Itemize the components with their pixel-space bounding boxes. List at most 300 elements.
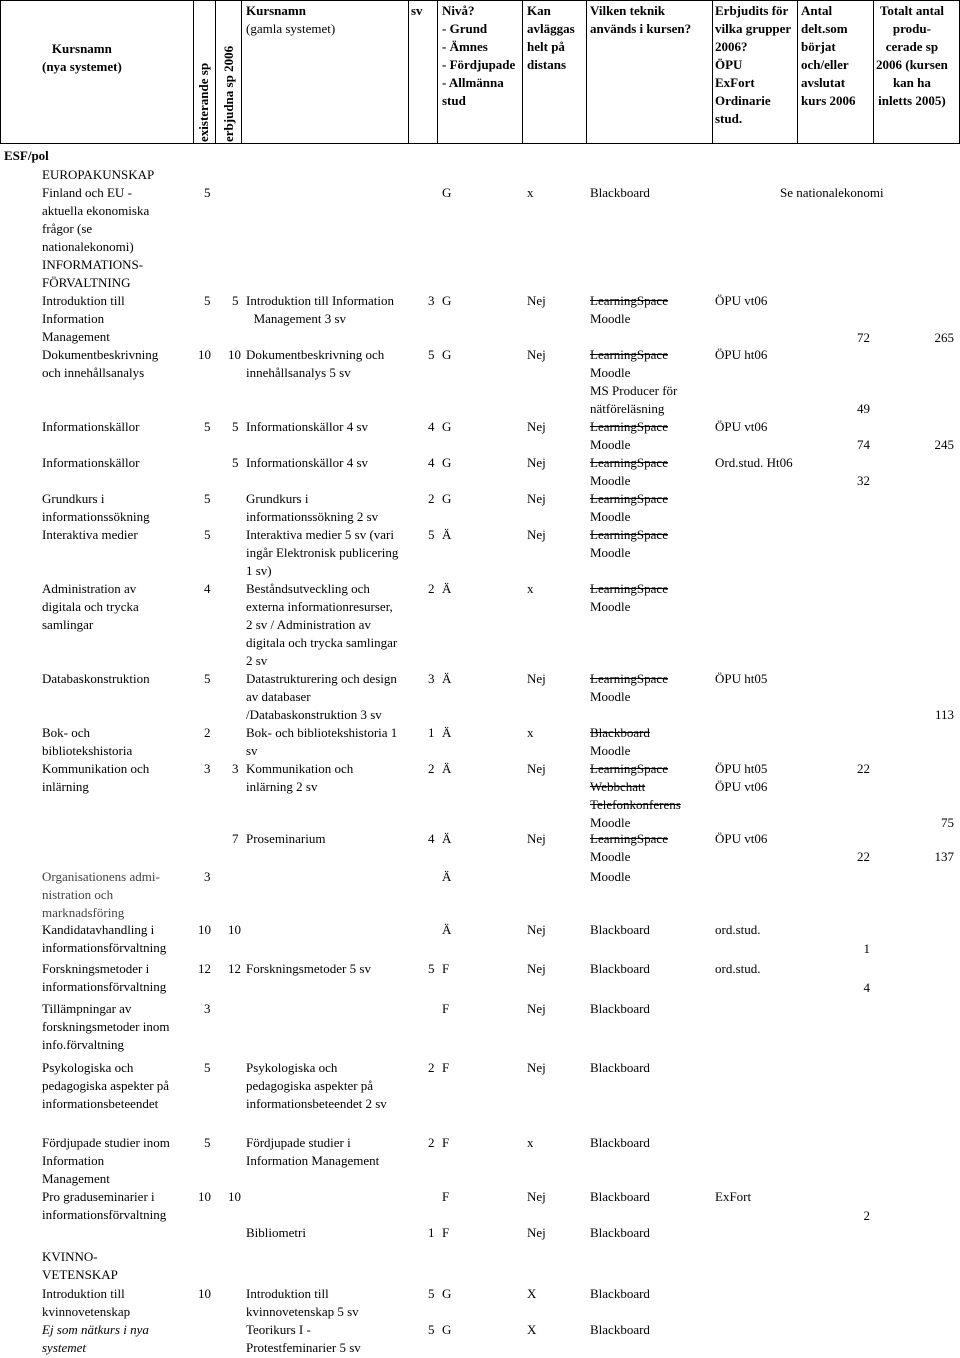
distance: Nej xyxy=(527,527,546,542)
tech-old: LearningSpace xyxy=(590,831,668,846)
tech-old: LearningSpace xyxy=(590,419,668,434)
header-line: 2006 (kursen xyxy=(876,57,948,72)
text-line: Finland och EU - xyxy=(42,185,132,200)
text-line: Introduktion till xyxy=(42,1286,125,1301)
distance: x xyxy=(527,1135,534,1150)
course-name-new: Databaskonstruktion xyxy=(42,671,150,686)
header-line: stud xyxy=(442,93,466,108)
header-line: kurs 2006 xyxy=(801,93,856,108)
existing-sp: 10 xyxy=(198,922,211,937)
technology xyxy=(590,830,668,866)
existing-sp: 3 xyxy=(204,761,211,776)
distance: Nej xyxy=(527,491,546,506)
distance: Nej xyxy=(527,1060,546,1075)
offered-sp: 12 xyxy=(228,961,241,976)
tech-old: Webbchatt xyxy=(590,779,646,794)
header-line: Erbjudits för xyxy=(715,3,789,18)
col-divider xyxy=(193,0,194,143)
groups: ÖPU ht06 xyxy=(715,347,768,362)
course-name-old: Informationskällor 4 sv xyxy=(246,419,369,434)
text-line: Management xyxy=(42,329,110,344)
note: Se nationalekonomi xyxy=(780,185,884,200)
text-line: kvinnovetenskap xyxy=(42,1304,131,1319)
level: F xyxy=(442,1060,450,1075)
existing-sp: 12 xyxy=(198,961,211,976)
total-sp: 137 xyxy=(934,849,954,864)
course-name-new xyxy=(42,760,149,796)
groups: ÖPU ht05 xyxy=(715,671,768,686)
text-line: Fördjupade studier inom xyxy=(42,1135,170,1150)
text-line: Information xyxy=(42,311,105,326)
distance: Nej xyxy=(527,1001,546,1016)
course-name-old xyxy=(246,1134,379,1170)
existing-sp: 4 xyxy=(204,581,211,596)
technology: Blackboard xyxy=(590,1135,650,1150)
course-name-new xyxy=(42,1000,169,1054)
text-line: ingår Elektronisk publicering xyxy=(246,545,399,560)
course-name-old xyxy=(246,490,378,526)
tech-new: Moodle xyxy=(590,545,631,560)
total-sp: 245 xyxy=(934,437,954,452)
col-divider xyxy=(797,0,798,143)
text-line: inlärning xyxy=(42,779,89,794)
text-line: Administration av xyxy=(42,581,137,596)
text-line: /Databaskonstruktion 3 sv xyxy=(246,707,382,722)
text-line: 1 sv) xyxy=(246,563,272,578)
participants: 4 xyxy=(863,980,870,995)
groups: ord.stud. xyxy=(715,961,761,976)
text-line: 2 sv xyxy=(246,653,268,668)
sv: 4 xyxy=(428,419,435,434)
text-line: Dokumentbeskrivning xyxy=(42,347,159,362)
text-line: FÖRVALTNING xyxy=(42,275,131,290)
header-distance xyxy=(527,2,575,74)
technology: Blackboard xyxy=(590,1060,650,1075)
note xyxy=(42,1321,149,1357)
text-line: informationsbeteendet 2 sv xyxy=(246,1096,387,1111)
text-line: externa informationresurser, xyxy=(246,599,393,614)
text-line: informationsförvaltning xyxy=(42,1207,167,1222)
sv: 4 xyxy=(428,455,435,470)
level: F xyxy=(442,961,450,976)
header-line: Kursnamn xyxy=(51,41,112,56)
course-name-new xyxy=(42,1285,130,1321)
text-line: marknadsföring xyxy=(42,905,125,920)
text-line: informationsförvaltning xyxy=(42,979,167,994)
technology: Moodle xyxy=(590,869,631,884)
header-rule-top xyxy=(0,0,960,1)
header-line: (nya systemet) xyxy=(42,59,122,74)
text-line: 2 sv / Administration av xyxy=(246,617,371,632)
technology: Blackboard xyxy=(590,1322,650,1337)
tech-old: LearningSpace xyxy=(590,761,668,776)
course-name-old xyxy=(246,724,397,760)
technology: Blackboard xyxy=(590,922,650,937)
distance: X xyxy=(527,1322,537,1337)
text-line: Fördjupade studier i xyxy=(246,1135,351,1150)
tech-new: Moodle xyxy=(590,473,631,488)
header-line: - Ämnes xyxy=(442,39,488,54)
course-name-old xyxy=(246,1059,387,1113)
technology: Blackboard xyxy=(590,1286,650,1301)
technology: Blackboard xyxy=(590,1001,650,1016)
group-title xyxy=(42,1248,118,1284)
text-line: digitala och trycka samlingar xyxy=(246,635,398,650)
sv: 3 xyxy=(428,671,435,686)
text-line: Grundkurs i xyxy=(42,491,105,506)
col-divider xyxy=(586,0,587,143)
technology xyxy=(590,490,668,526)
text-line: Kommunikation och xyxy=(42,761,150,776)
text-line: kvinnovetenskap 5 sv xyxy=(246,1304,359,1319)
header-line: Totalt antal xyxy=(879,3,945,18)
text-line: informationssökning xyxy=(42,509,150,524)
existing-sp: 3 xyxy=(204,869,211,884)
tech-new: Moodle xyxy=(590,509,631,524)
level: G xyxy=(442,293,452,308)
level: Ä xyxy=(442,671,452,686)
offered-sp: 3 xyxy=(232,761,239,776)
header-existing-sp: existerande sp xyxy=(196,62,211,142)
header-line: - Allmänna xyxy=(442,75,504,90)
text-line: Bok- och bibliotekshistoria 1 xyxy=(246,725,398,740)
course-name-new xyxy=(42,724,132,760)
level: F xyxy=(442,1135,450,1150)
text-line: sv xyxy=(246,743,258,758)
groups: ExFort xyxy=(715,1189,752,1204)
existing-sp: 10 xyxy=(198,1286,211,1301)
tech-new: MS Producer för xyxy=(590,383,678,398)
sv: 2 xyxy=(428,1135,435,1150)
offered-sp: 5 xyxy=(232,455,239,470)
total-sp: 75 xyxy=(941,815,954,830)
tech-old: LearningSpace xyxy=(590,293,668,308)
header-line: och/eller xyxy=(801,57,849,72)
col-divider xyxy=(215,0,216,143)
course-name-old: Informationskällor 4 sv xyxy=(246,455,369,470)
text-line: Ej som nätkurs i nya xyxy=(42,1322,149,1337)
level: G xyxy=(442,419,452,434)
groups: ÖPU vt06 xyxy=(715,831,768,846)
offered-sp: 10 xyxy=(228,1189,241,1204)
groups: ÖPU vt06 xyxy=(715,293,768,308)
tech-new: Moodle xyxy=(590,849,631,864)
text-line: av databaser xyxy=(246,689,311,704)
tech-new: nätföreläsning xyxy=(590,401,665,416)
header-line: stud. xyxy=(715,111,743,126)
text-line: Organisationens admi- xyxy=(42,869,160,884)
technology xyxy=(590,292,668,328)
tech-new: Moodle xyxy=(590,815,631,830)
sv: 5 xyxy=(428,961,435,976)
header-line: kan ha xyxy=(892,75,931,90)
distance: Nej xyxy=(527,293,546,308)
level: G xyxy=(442,491,452,506)
participants: 32 xyxy=(857,473,870,488)
text-line: Tillämpningar av xyxy=(42,1001,132,1016)
text-line: ÖPU vt06 xyxy=(715,779,768,794)
technology: Blackboard xyxy=(590,961,650,976)
course-name-new xyxy=(42,490,150,526)
tech-old: LearningSpace xyxy=(590,455,668,470)
sv: 2 xyxy=(428,581,435,596)
header-line: vilka grupper xyxy=(715,21,792,36)
level: Ä xyxy=(442,527,452,542)
text-line: bibliotekshistoria xyxy=(42,743,133,758)
header-course-new xyxy=(42,40,122,76)
text-line: frågor (se xyxy=(42,221,93,236)
text-line: Dokumentbeskrivning och xyxy=(246,347,385,362)
technology: Blackboard xyxy=(590,1189,650,1204)
distance: Nej xyxy=(527,419,546,434)
distance: Nej xyxy=(527,761,546,776)
technology xyxy=(590,454,668,490)
text-line: Kandidatavhandling i xyxy=(42,922,155,937)
technology xyxy=(590,670,668,706)
text-line: Introduktion till Information xyxy=(246,293,395,308)
header-sv: sv xyxy=(411,3,423,18)
header-line: avslutat xyxy=(801,75,846,90)
course-name-new xyxy=(42,184,149,256)
distance: x xyxy=(527,581,534,596)
header-line: Antal xyxy=(801,3,833,18)
course-name-old xyxy=(246,670,397,724)
participants: 2 xyxy=(863,1208,870,1223)
offered-sp: 5 xyxy=(232,293,239,308)
course-name-new xyxy=(42,960,166,996)
text-line: Grundkurs i xyxy=(246,491,309,506)
offered-sp: 10 xyxy=(228,922,241,937)
course-name-old: Bibliometri xyxy=(246,1225,306,1240)
sv: 2 xyxy=(428,761,435,776)
offered-sp: 7 xyxy=(232,831,239,846)
course-name-old: Forskningsmetoder 5 sv xyxy=(246,961,371,976)
distance: Nej xyxy=(527,1189,546,1204)
course-name-new xyxy=(42,346,158,382)
tech-old: LearningSpace xyxy=(590,491,668,506)
existing-sp: 5 xyxy=(204,491,211,506)
offered-sp: 10 xyxy=(228,347,241,362)
col-divider xyxy=(241,0,242,143)
sv: 2 xyxy=(428,491,435,506)
tech-new: Moodle xyxy=(590,311,631,326)
technology xyxy=(590,580,668,616)
header-line: helt på xyxy=(527,39,565,54)
text-line: Management 3 sv xyxy=(253,311,346,326)
distance: Nej xyxy=(527,922,546,937)
text-line: Introduktion till xyxy=(42,293,125,308)
course-name-old xyxy=(246,580,397,670)
distance: x xyxy=(527,185,534,200)
distance: Nej xyxy=(527,347,546,362)
header-course-old xyxy=(246,2,335,38)
technology xyxy=(590,724,650,760)
text-line: Bok- och xyxy=(42,725,91,740)
level: G xyxy=(442,455,452,470)
header-line: cerade sp xyxy=(885,39,939,54)
existing-sp: 2 xyxy=(204,725,211,740)
sv: 2 xyxy=(428,1060,435,1075)
header-line: ÖPU xyxy=(715,57,743,72)
existing-sp: 5 xyxy=(204,293,211,308)
text-line: Psykologiska och xyxy=(42,1060,134,1075)
level: G xyxy=(442,347,452,362)
course-name-old xyxy=(246,1321,361,1357)
distance: X xyxy=(527,1286,537,1301)
existing-sp: 5 xyxy=(204,1060,211,1075)
col-divider xyxy=(408,0,409,143)
existing-sp: 10 xyxy=(198,347,211,362)
level: F xyxy=(442,1001,450,1016)
group-title: EUROPAKUNSKAP xyxy=(42,167,155,182)
header-technology xyxy=(590,2,691,38)
text-line: pedagogiska aspekter på xyxy=(246,1078,374,1093)
header-line: Nivå? xyxy=(442,3,475,18)
course-name-new xyxy=(42,580,139,634)
tech-new: Moodle xyxy=(590,599,631,614)
course-name-new xyxy=(42,1059,169,1113)
participants: 22 xyxy=(857,761,870,776)
distance: Nej xyxy=(527,831,546,846)
text-line: digitala och trycka xyxy=(42,599,139,614)
course-name-new xyxy=(42,1134,170,1188)
tech-old: LearningSpace xyxy=(590,347,668,362)
technology: Blackboard xyxy=(590,1225,650,1240)
header-line: - Fördjupade xyxy=(442,57,516,72)
text-line: Forskningsmetoder i xyxy=(42,961,150,976)
existing-sp: 5 xyxy=(204,671,211,686)
course-name-old xyxy=(246,292,394,328)
text-line: samlingar xyxy=(42,617,94,632)
distance: Nej xyxy=(527,455,546,470)
text-line: Interaktiva medier 5 sv (vari xyxy=(246,527,394,542)
tech-old: LearningSpace xyxy=(590,671,668,686)
sv: 4 xyxy=(428,831,435,846)
col-divider xyxy=(873,0,874,143)
course-name-new: Informationskällor xyxy=(42,419,140,434)
course-name-new: Informationskällor xyxy=(42,455,140,470)
total-sp: 113 xyxy=(934,707,954,722)
text-line: forskningsmetoder inom xyxy=(42,1019,170,1034)
text-line: Teorikurs I - xyxy=(246,1322,311,1337)
groups: ÖPU vt06 xyxy=(715,419,768,434)
existing-sp: 5 xyxy=(204,1135,211,1150)
participants: 49 xyxy=(857,401,870,416)
header-line: delt.som xyxy=(801,21,848,36)
text-line: Pro graduseminarier i xyxy=(42,1189,155,1204)
group-title xyxy=(42,256,143,292)
text-line: Protestfeminarier 5 sv xyxy=(246,1340,361,1355)
participants: 72 xyxy=(857,330,870,345)
existing-sp: 5 xyxy=(204,419,211,434)
course-name-old xyxy=(246,760,353,796)
participants: 1 xyxy=(863,941,870,956)
total-sp: 265 xyxy=(934,330,954,345)
text-line: VETENSKAP xyxy=(42,1267,118,1282)
groups: Ord.stud. Ht06 xyxy=(715,455,793,470)
header-rule-bottom xyxy=(0,143,960,144)
level: G xyxy=(442,1322,452,1337)
sv: 5 xyxy=(428,527,435,542)
level: Ä xyxy=(442,869,452,884)
text-line: inlärning 2 sv xyxy=(246,779,318,794)
distance: Nej xyxy=(527,1225,546,1240)
text-line: informationsförvaltning xyxy=(42,940,167,955)
technology xyxy=(590,526,668,562)
level: F xyxy=(442,1225,450,1240)
tech-old: LearningSpace xyxy=(590,527,668,542)
header-line: (gamla systemet) xyxy=(246,21,336,36)
text-line: aktuella ekonomiska xyxy=(42,203,150,218)
header-level xyxy=(442,2,515,110)
header-offered-sp: erbjudna sp 2006 xyxy=(221,45,236,142)
tech-new: Moodle xyxy=(590,437,631,452)
course-name-old: Proseminarium xyxy=(246,831,326,846)
text-line: KVINNO- xyxy=(42,1249,98,1264)
level: Ä xyxy=(442,831,452,846)
participants: 22 xyxy=(857,849,870,864)
existing-sp: 5 xyxy=(204,527,211,542)
text-line: nistration och xyxy=(42,887,114,902)
header-line: Vilken teknik xyxy=(590,3,666,18)
existing-sp: 5 xyxy=(204,185,211,200)
tech-old: LearningSpace xyxy=(590,581,668,596)
course-name-new: Interaktiva medier xyxy=(42,527,138,542)
level: Ä xyxy=(442,725,452,740)
text-line: pedagogiska aspekter på xyxy=(42,1078,170,1093)
groups xyxy=(715,760,767,796)
tech-new: Moodle xyxy=(590,743,631,758)
technology: Blackboard xyxy=(590,185,650,200)
level: Ä xyxy=(442,761,452,776)
text-line: Information xyxy=(42,1153,105,1168)
text-line: Information Management xyxy=(246,1153,380,1168)
sv: 5 xyxy=(428,1322,435,1337)
distance: Nej xyxy=(527,671,546,686)
text-line: och innehållsanalys xyxy=(42,365,145,380)
sv: 5 xyxy=(428,1286,435,1301)
col-divider xyxy=(712,0,713,143)
course-name-old xyxy=(246,346,384,382)
text-line: Management xyxy=(42,1171,110,1186)
text-line: Psykologiska och xyxy=(246,1060,338,1075)
text-line: Kommunikation och xyxy=(246,761,354,776)
header-participants xyxy=(801,2,856,110)
existing-sp: 10 xyxy=(198,1189,211,1204)
course-name-new xyxy=(42,921,166,957)
header-line: 2006? xyxy=(715,39,748,54)
text-line: ÖPU ht05 xyxy=(715,761,768,776)
sv: 1 xyxy=(428,1225,435,1240)
groups: ord.stud. xyxy=(715,922,761,937)
section-title: ESF/pol xyxy=(4,148,49,163)
col-divider xyxy=(0,0,1,143)
tech-old: Telefonkonferens xyxy=(590,797,681,812)
text-line: Beståndsutveckling och xyxy=(246,581,370,596)
level: F xyxy=(442,1189,450,1204)
offered-sp: 5 xyxy=(232,419,239,434)
header-line: ExFort xyxy=(715,75,755,90)
text-line: informationsbeteendet xyxy=(42,1096,159,1111)
text-line: INFORMATIONS- xyxy=(42,257,144,272)
distance: Nej xyxy=(527,961,546,976)
text-line: systemet xyxy=(42,1340,87,1355)
col-divider xyxy=(522,0,523,143)
tech-old: Blackboard xyxy=(590,725,650,740)
sv: 1 xyxy=(428,725,435,740)
header-line: inletts 2005) xyxy=(878,93,946,108)
course-name-new xyxy=(42,292,125,346)
